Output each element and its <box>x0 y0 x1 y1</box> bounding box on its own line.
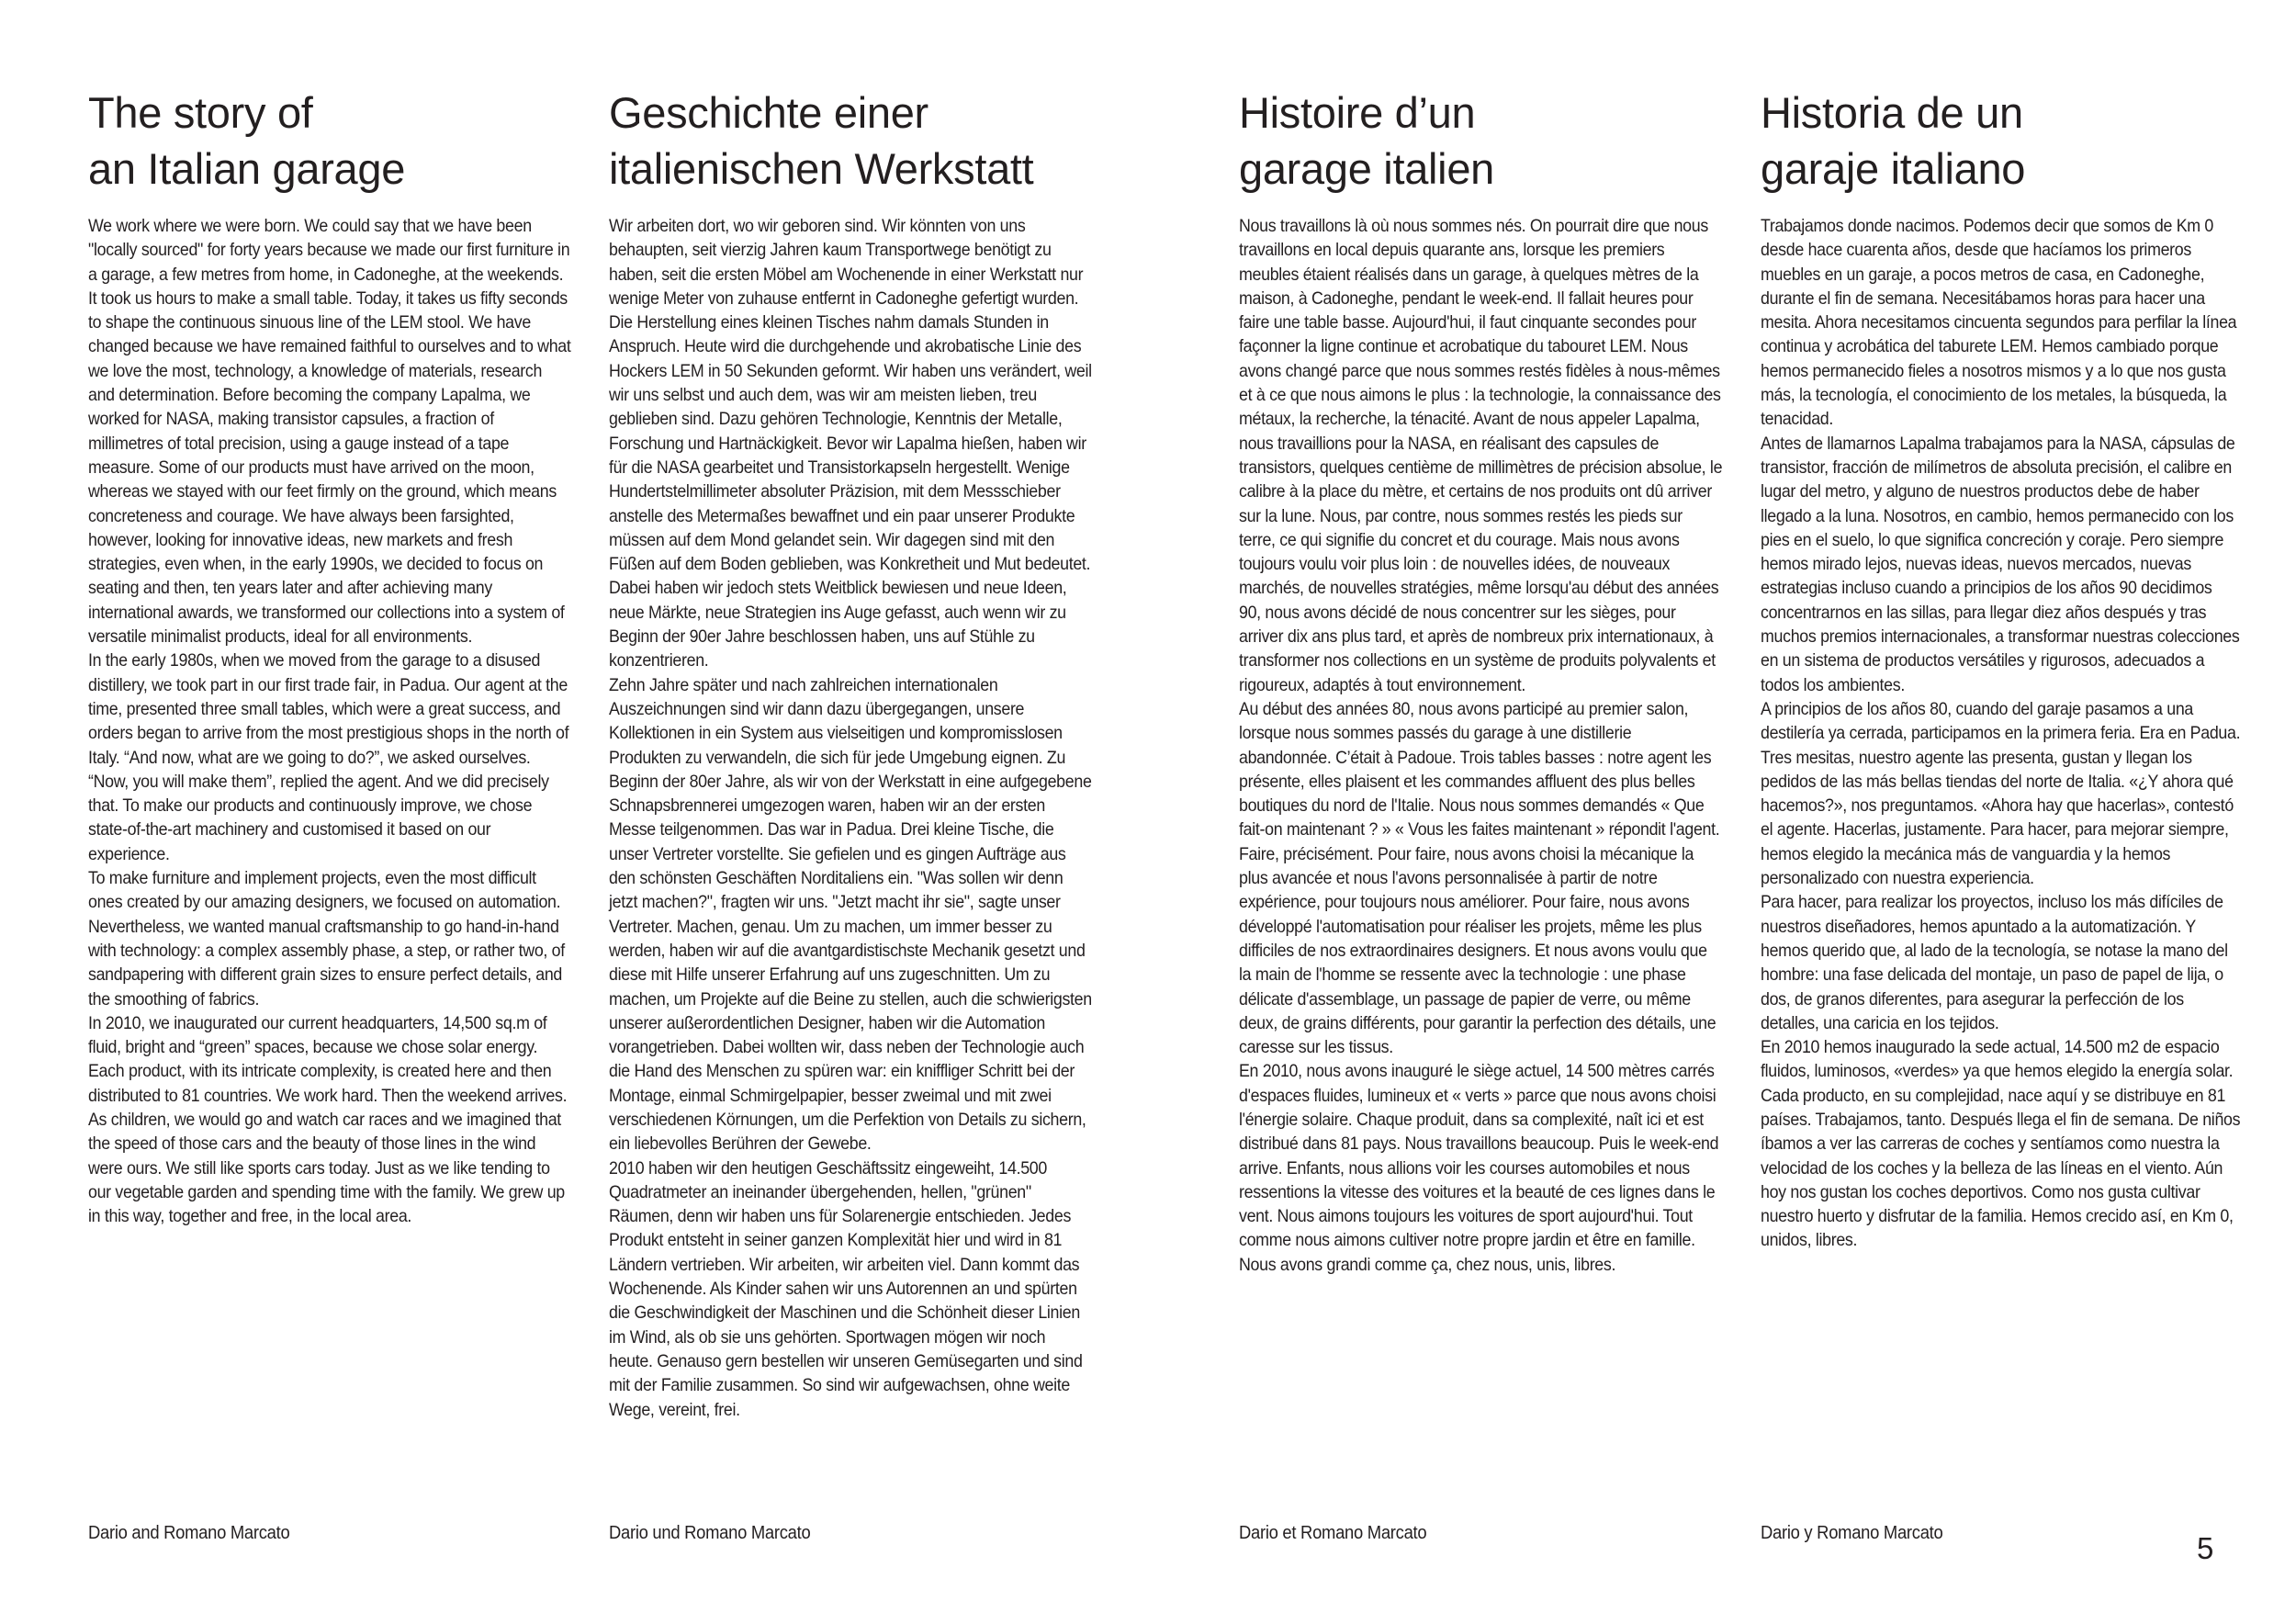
signature-french: Dario et Romano Marcato <box>1239 1523 1427 1543</box>
paragraph: A principios de los años 80, cuando del garaje pasamos a una destilería ya cerrada, participamos en la primera feria. Era en Padua. Tres mesitas, nuestro agente las presenta, gustan y llegan los pedidos de las más bellas tiendas del norte de Italia. «¿Y ahora qué hacemos?», nos preguntamos. «Ahora hay que hacerlas», contestó el agente. Hacerlas, justamente. Para hacer, para mejorar siempre, hemos elegido la mecánica más de vanguardia y la hemos personalizado con nuestra experiencia. <box>1761 698 2241 889</box>
body-french <box>1239 214 1723 1277</box>
title-line: garage italien <box>1239 144 1495 193</box>
title-line: Historia de un <box>1761 88 2023 137</box>
paragraph: En 2010 hemos inaugurado la sede actual, 14.500 m2 de espacio fluidos, luminosos, «verdes» ya que hemos elegido la energía solar. Cada producto, en su complejidad, nace aquí y se distribuye en 81 países. Trabajamos, tanto. Después llega el fin de semana. De niños íbamos a ver las carreras de coches y sentíamos como nuestra la velocidad de los coches y la belleza de las líneas en el viento. Aún hoy nos gustan los coches deportivos. Como nos gusta cultivar nuestro huerto y disfrutar de la familia. Hemos crecido así, en Km 0, unidos, libres. <box>1761 1037 2241 1251</box>
paragraph: En 2010, nous avons inauguré le siège actuel, 14 500 mètres carrés d'espaces fluides, lumineux et « verts » parce que nous avons choisi l'énergie solaire. Chaque produit, dans sa complexité, naît ici et est distribué dans 81 pays. Nous travaillons beaucoup. Puis le week-end arrive. Enfants, nous allions voir les courses automobiles et nous ressentions la vitesse des voitures et la beauté de ces lignes dans le vent. Nous aimons toujours les voitures de sport aujourd'hui. Tout comme nous aimons cultiver notre propre jardin et être en famille. Nous avons grandi comme ça, chez nous, unis, libres. <box>1239 1061 1719 1275</box>
paragraph: Nous travaillons là où nous sommes nés. On pourrait dire que nous travaillons en local depuis quarante ans, lorsque les premiers meubles étaient réalisés dans un garage, à quelques mètres de la maison, à Cadoneghe, pendant le week-end. Il fallait heures pour faire une table basse. Aujourd'hui, il faut cinquante secondes pour façonner la ligne continue et acrobatique du tabouret LEM. Nous avons changé parce que nous sommes restés fidèles à nous-mêmes et à ce que nous aimons le plus : la technologie, la connaissance des métaux, la recherche, la ténacité. Avant de nous appeler Lapalma, nous travaillions pour la NASA, en réalisant des capsules de transistors, quelques centième de millimètres de précision absolue, le calibre à la place du mètre, et certains de nos produits ont dû arriver sur la lune. Nous, par contre, nous sommes restés les pieds sur terre, ce qui signifie du concret et du courage. Mais nous avons toujours voulu voir plus loin : de nouvelles idées, de nouveaux marchés, de nouvelles stratégies, même lorsqu'au début des années 90, nous avons décidé de nous concentrer sur les sièges, pour arriver dix ans plus tard, et après de nombreux prix internationaux, à transformer nos collections en un système de produits polyvalents et rigoureux, adaptés à tout environnement. <box>1239 216 1723 695</box>
title-line: an Italian garage <box>88 144 406 193</box>
paragraph: Antes de llamarnos Lapalma trabajamos para la NASA, cápsulas de transistor, fracción de milímetros de absoluta precisión, el calibre en lugar del metro, y alguno de nuestros productos debe de haber llegado a la luna. Nosotros, en cambio, hemos permanecido con los pies en el suelo, lo que significa concreción y coraje. Pero siempre hemos mirado lejos, nuevas ideas, nuevos mercados, nuevas estrategias incluso cuando a principios de los años 90 decidimos concentrarnos en las sillas, para llegar diez años después y tras muchos premios internacionales, a transformar nuestras colecciones en un sistema de productos versátiles y rigurosos, adecuados a todos los ambientes. <box>1761 433 2240 695</box>
paragraph: We work where we were born. We could say that we have been "locally sourced" for forty years because we made our first furniture in a garage, a few metres from home, in Cadoneghe, at the weekends. It took us hours to make a small table. Today, it takes us fifty seconds to shape the continuous sinuous line of the LEM stool. We have changed because we have remained faithful to ourselves and to what we love the most, technology, a knowledge of materials, research and determination. Before becoming the company Lapalma, we worked for NASA, making transistor capsules, a fraction of millimetres of total precision, using a gauge instead of a tape measure. Some of our products must have arrived on the moon, whereas we stayed with our feet firmly on the ground, which means concreteness and courage. We have always been farsighted, however, looking for innovative ideas, new markets and fresh strategies, even when, in the early 1990s, we decided to focus on seating and then, ten years later and after achieving many international awards, we transformed our collections into a system of versatile minimalist products, ideal for all environments. <box>88 216 571 648</box>
paragraph: To make furniture and implement projects, even the most difficult ones created by our amazing designers, we focused on automation. Nevertheless, we wanted manual craftsmanship to go hand-in-hand with technology: a complex assembly phase, a step, or rather two, of sandpapering with different grain sizes to ensure perfect details, and the smoothing of fabrics. <box>88 868 565 1009</box>
column-english <box>88 85 571 1228</box>
title-french <box>1239 85 1716 197</box>
title-english <box>88 85 566 197</box>
title-line: italienischen Werkstatt <box>609 144 1034 193</box>
signature-english: Dario and Romano Marcato <box>88 1523 290 1543</box>
title-line: Histoire d’un <box>1239 88 1476 137</box>
column-spanish <box>1761 85 2241 1253</box>
paragraph: 2010 haben wir den heutigen Geschäftssitz eingeweiht, 14.500 Quadratmeter an ineinander übergehenden, hellen, "grünen" Räumen, denn wir haben uns für Solarenergie entschieden. Jedes Produkt entsteht in seiner ganzen Komplexität hier und wird in 81 Ländern vertrieben. Wir arbeiten, wir arbeiten viel. Dann kommt das Wochenende. Als Kinder sahen wir uns Autorennen an und spürten die Geschwindigkeit der Maschinen und die Schönheit dieser Linien im Wind, als ob sie uns gehörten. Sportwagen mögen wir noch heute. Genauso gern bestellen wir unseren Gemüsegarten und sind mit der Familie zusammen. So sind wir aufgewachsen, ohne weite Wege, vereint, frei. <box>609 1157 1083 1420</box>
paragraph: Para hacer, para realizar los proyectos, incluso los más difíciles de nuestros diseñadores, hemos apuntado a la automatización. Y hemos querido que, al lado de la tecnología, se notase la mano del hombre: una fase delicada del montaje, un paso de papel de lija, o dos, de granos diferentes, para asegurar la perfección de los detalles, una caricia en los tejidos. <box>1761 892 2228 1033</box>
paragraph: In 2010, we inaugurated our current headquarters, 14,500 sq.m of fluid, bright and “green” spaces, because we chose solar energy. Each product, with its intricate complexity, is created here and then distributed to 81 countries. We work hard. Then the weekend arrives. As children, we would go and watch car races and we imagined that the speed of those cars and the beauty of those lines in the wind were ours. We still like sports cars today. Just as we like tending to our vegetable garden and spending time with the family. We grew up in this way, together and free, in the local area. <box>88 1012 568 1227</box>
title-line: The story of <box>88 88 313 137</box>
body-spanish <box>1761 214 2245 1253</box>
title-german <box>609 85 1086 197</box>
title-line: garaje italiano <box>1761 144 2026 193</box>
signature-german: Dario und Romano Marcato <box>609 1523 811 1543</box>
title-line: Geschichte einer <box>609 88 929 137</box>
page-number: 5 <box>2197 1531 2214 1565</box>
column-german <box>609 85 1092 1422</box>
title-spanish <box>1761 85 2238 197</box>
column-french <box>1239 85 1723 1277</box>
signature-spanish: Dario y Romano Marcato <box>1761 1523 1943 1543</box>
paragraph: Zehn Jahre später und nach zahlreichen internationalen Auszeichnungen sind wir dann dazu übergegangen, unsere Kollektionen in ein System aus vielseitigen und kompromisslosen Produkten zu verwandeln, die sich für jede Umgebung eignen. Zu Beginn der 80er Jahre, als wir von der Werkstatt in eine aufgegebene Schnapsbrennerei umgezogen waren, haben wir an der ersten Messe teilgenommen. Das war in Padua. Drei kleine Tische, die unser Vertreter vorstellte. Sie gefielen und es gingen Aufträge aus den schönsten Geschäften Norditaliens ein. "Was sollen wir denn jetzt machen?", fragten wir uns. "Jetzt macht ihr sie", sagte unser Vertreter. Machen, genau. Um zu machen, um immer besser zu werden, haben wir auf die avantgardistischste Mechanik gesetzt und diese mit Hilfe unserer Erfahrung auf uns zugeschnitten. Um zu machen, um Projekte auf die Beine zu stellen, auch die schwierigsten unserer außerordentlichen Designer, haben wir die Automation vorangetrieben. Dabei wollten wir, dass neben der Technologie auch die Hand des Menschen zu spüren war: ein kniffliger Schritt bei der Montage, einmal Schmirgelpapier, besser zweimal und mit zwei verschiedenen Körnungen, um die Perfektion von Details zu sichern, ein liebevolles Berühren der Gewebe. <box>609 674 1092 1155</box>
paragraph: In the early 1980s, when we moved from the garage to a disused distillery, we took part in our first trade fair, in Padua. Our agent at the time, presented three small tables, which were a great success, and orders began to arrive from the most prestigious shops in the north of Italy. “And now, what are we going to do?”, we asked ourselves. “Now, you will make them”, replied the agent. And we did precisely that. To make our products and continuously improve, we chose state-of-the-art machinery and customised it based on our experience. <box>88 650 569 864</box>
body-german <box>609 214 1093 1422</box>
body-english <box>88 214 572 1228</box>
paragraph: Wir arbeiten dort, wo wir geboren sind. Wir könnten von uns behaupten, seit vierzig Jahren kaum Transportwege benötigt zu haben, seit die ersten Möbel am Wochenende in einer Werkstatt nur wenige Meter von zuhause entfernt in Cadoneghe gefertigt wurden. Die Herstellung eines kleinen Tisches nahm damals Stunden in Anspruch. Heute wird die durchgehende und akrobatische Linie des Hockers LEM in 50 Sekunden geformt. Wir haben uns verändert, weil wir uns selbst und auch dem, was wir am meisten lieben, treu geblieben sind. Dazu gehören Technologie, Kenntnis der Metalle, Forschung und Hartnäckigkeit. Bevor wir Lapalma hießen, haben wir für die NASA gearbeitet und Transistorkapseln hergestellt. Wenige Hundertstelmillimeter absoluter Präzision, mit dem Messschieber anstelle des Metermaßes bewaffnet und ein paar unserer Produkte müssen auf dem Mond gelandet sein. Wir dagegen sind mit den Füßen auf dem Boden geblieben, was Konkretheit und Mut bedeutet. Dabei haben wir jedoch stets Weitblick bewiesen und neue Ideen, neue Märkte, neue Strategien ins Auge gefasst, auch wenn wir zu Beginn der 90er Jahre beschlossen haben, uns auf Stühle zu konzentrieren. <box>609 216 1092 671</box>
paragraph: Trabajamos donde nacimos. Podemos decir que somos de Km 0 desde hace cuarenta años, desde que hacíamos los primeros muebles en un garaje, a pocos metros de casa, en Cadoneghe, durante el fin de semana. Necesitábamos horas para hacer una mesita. Ahora necesitamos cincuenta segundos para perfilar la línea continua y acrobática del taburete LEM. Hemos cambiado porque hemos permanecido fieles a nosotros mismos y a lo que nos gusta más, la tecnología, el conocimiento de los metales, la búsqueda, la tenacidad. <box>1761 216 2237 430</box>
paragraph: Au début des années 80, nous avons participé au premier salon, lorsque nous sommes passés du garage à une distillerie abandonnée. C’était à Padoue. Trois tables basses : notre agent les présente, elles plaisent et les commandes affluent des plus belles boutiques du nord de l'Italie. Nous nous sommes demandés « Que fait-on maintenant ? » « Vous les faites maintenant » répondit l'agent. Faire, précisément. Pour faire, nous avons choisi la mécanique la plus avancée et nous l'avons personnalisée à partir de notre expérience, pour toujours nous améliorer. Pour faire, nous avons développé l'automatisation pour réaliser les projets, même les plus difficiles de nos extraordinaires designers. Et nous avons voulu que la main de l'homme se ressente avec la technologie : une phase délicate d'assemblage, un passage de papier de verre, ou même deux, de grains différents, pour garantir la perfection des détails, une caresse sur les tissus. <box>1239 698 1720 1058</box>
